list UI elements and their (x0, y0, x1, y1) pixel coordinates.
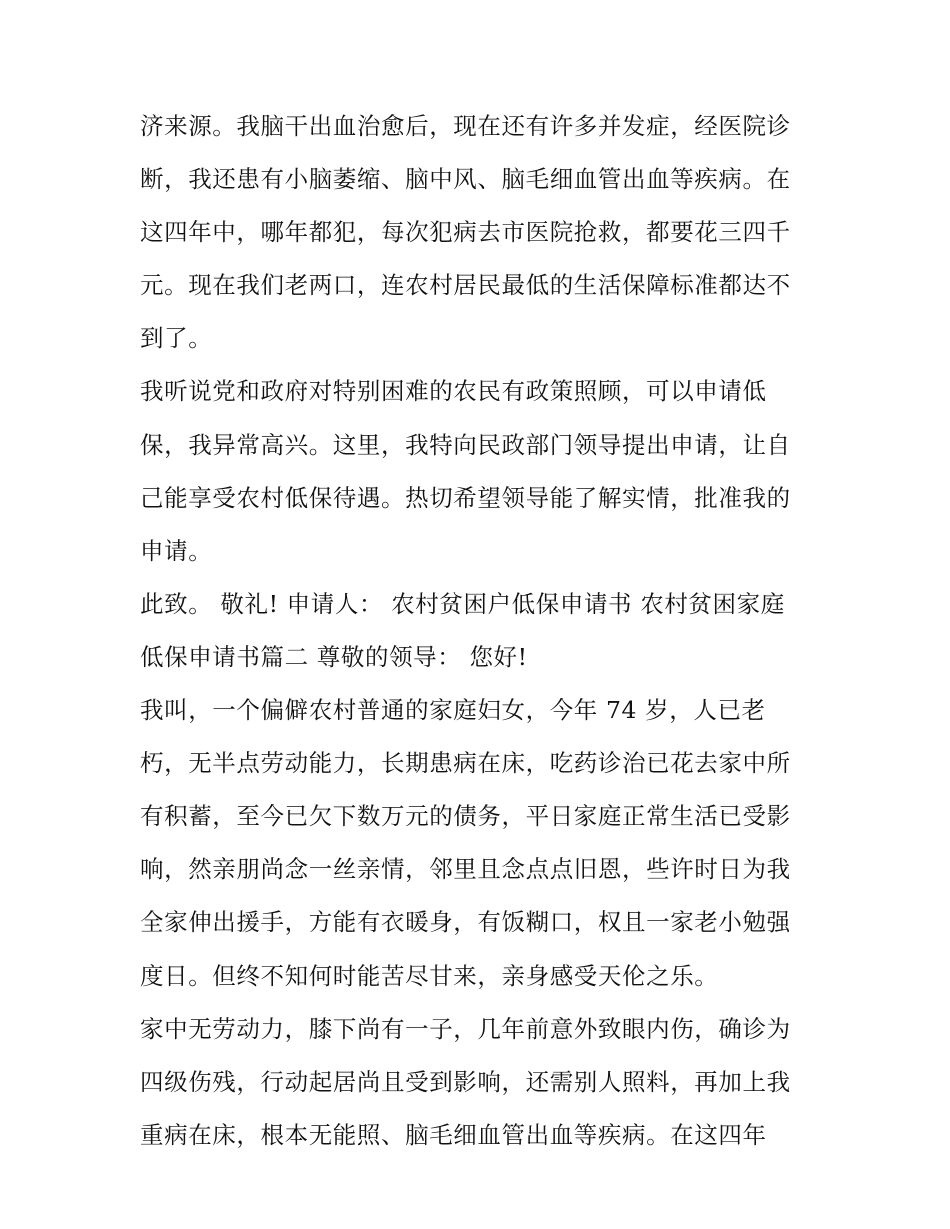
text-line: 己能享受农村低保待遇。热切希望领导能了解实情，批准我的 (140, 483, 791, 512)
text-line: 四级伤残，行动起居尚且受到影响，还需别人照料，再加上我 (140, 1067, 791, 1096)
text-line: 此致。 敬礼! 申请人： 农村贫困户低保申请书 农村贫困家庭 (140, 589, 785, 618)
text-line: 到了。 (140, 324, 213, 353)
text-line: 响，然亲朋尚念一丝亲情，邻里且念点点旧恩，些许时日为我 (140, 855, 791, 884)
text-line: 度日。但终不知何时能苦尽甘来，亲身感受天伦之乐。 (140, 961, 719, 990)
text-line: 家中无劳动力，膝下尚有一子，几年前意外致眼内伤，确诊为 (140, 1014, 791, 1043)
text-line: 济来源。我脑干出血治愈后，现在还有许多并发症，经医院诊 (140, 112, 791, 140)
text-line: 有积蓄，至今已欠下数万元的债务，平日家庭正常生活已受影 (140, 802, 791, 831)
document-body (140, 100, 815, 1162)
text-line: 元。现在我们老两口，连农村居民最低的生活保障标准都达不 (140, 271, 791, 300)
text-line: 重病在床，根本无能照、脑毛细血管出血等疾病。在这四年 (140, 1120, 767, 1149)
text-line: 全家伸出援手，方能有衣暖身，有饭糊口，权且一家老小勉强 (140, 908, 791, 937)
text-line: 朽，无半点劳动能力，长期患病在床，吃药诊治已花去家中所 (140, 749, 791, 778)
text-line: 我听说党和政府对特别困难的农民有政策照顾，可以申请低 (140, 377, 767, 406)
text-line: 这四年中，哪年都犯，每次犯病去市医院抢救，都要花三四千 (140, 218, 791, 247)
text-line: 我叫，一个偏僻农村普通的家庭妇女，今年 74 岁，人已老 (140, 696, 766, 725)
text-line: 断，我还患有小脑萎缩、脑中风、脑毛细血管出血等疾病。在 (140, 165, 791, 194)
text-line: 保，我异常高兴。这里，我特向民政部门领导提出申请，让自 (140, 430, 791, 459)
text-line: 申请。 (140, 536, 213, 565)
text-line: 低保申请书篇二 尊敬的领导： 您好! (140, 642, 528, 671)
